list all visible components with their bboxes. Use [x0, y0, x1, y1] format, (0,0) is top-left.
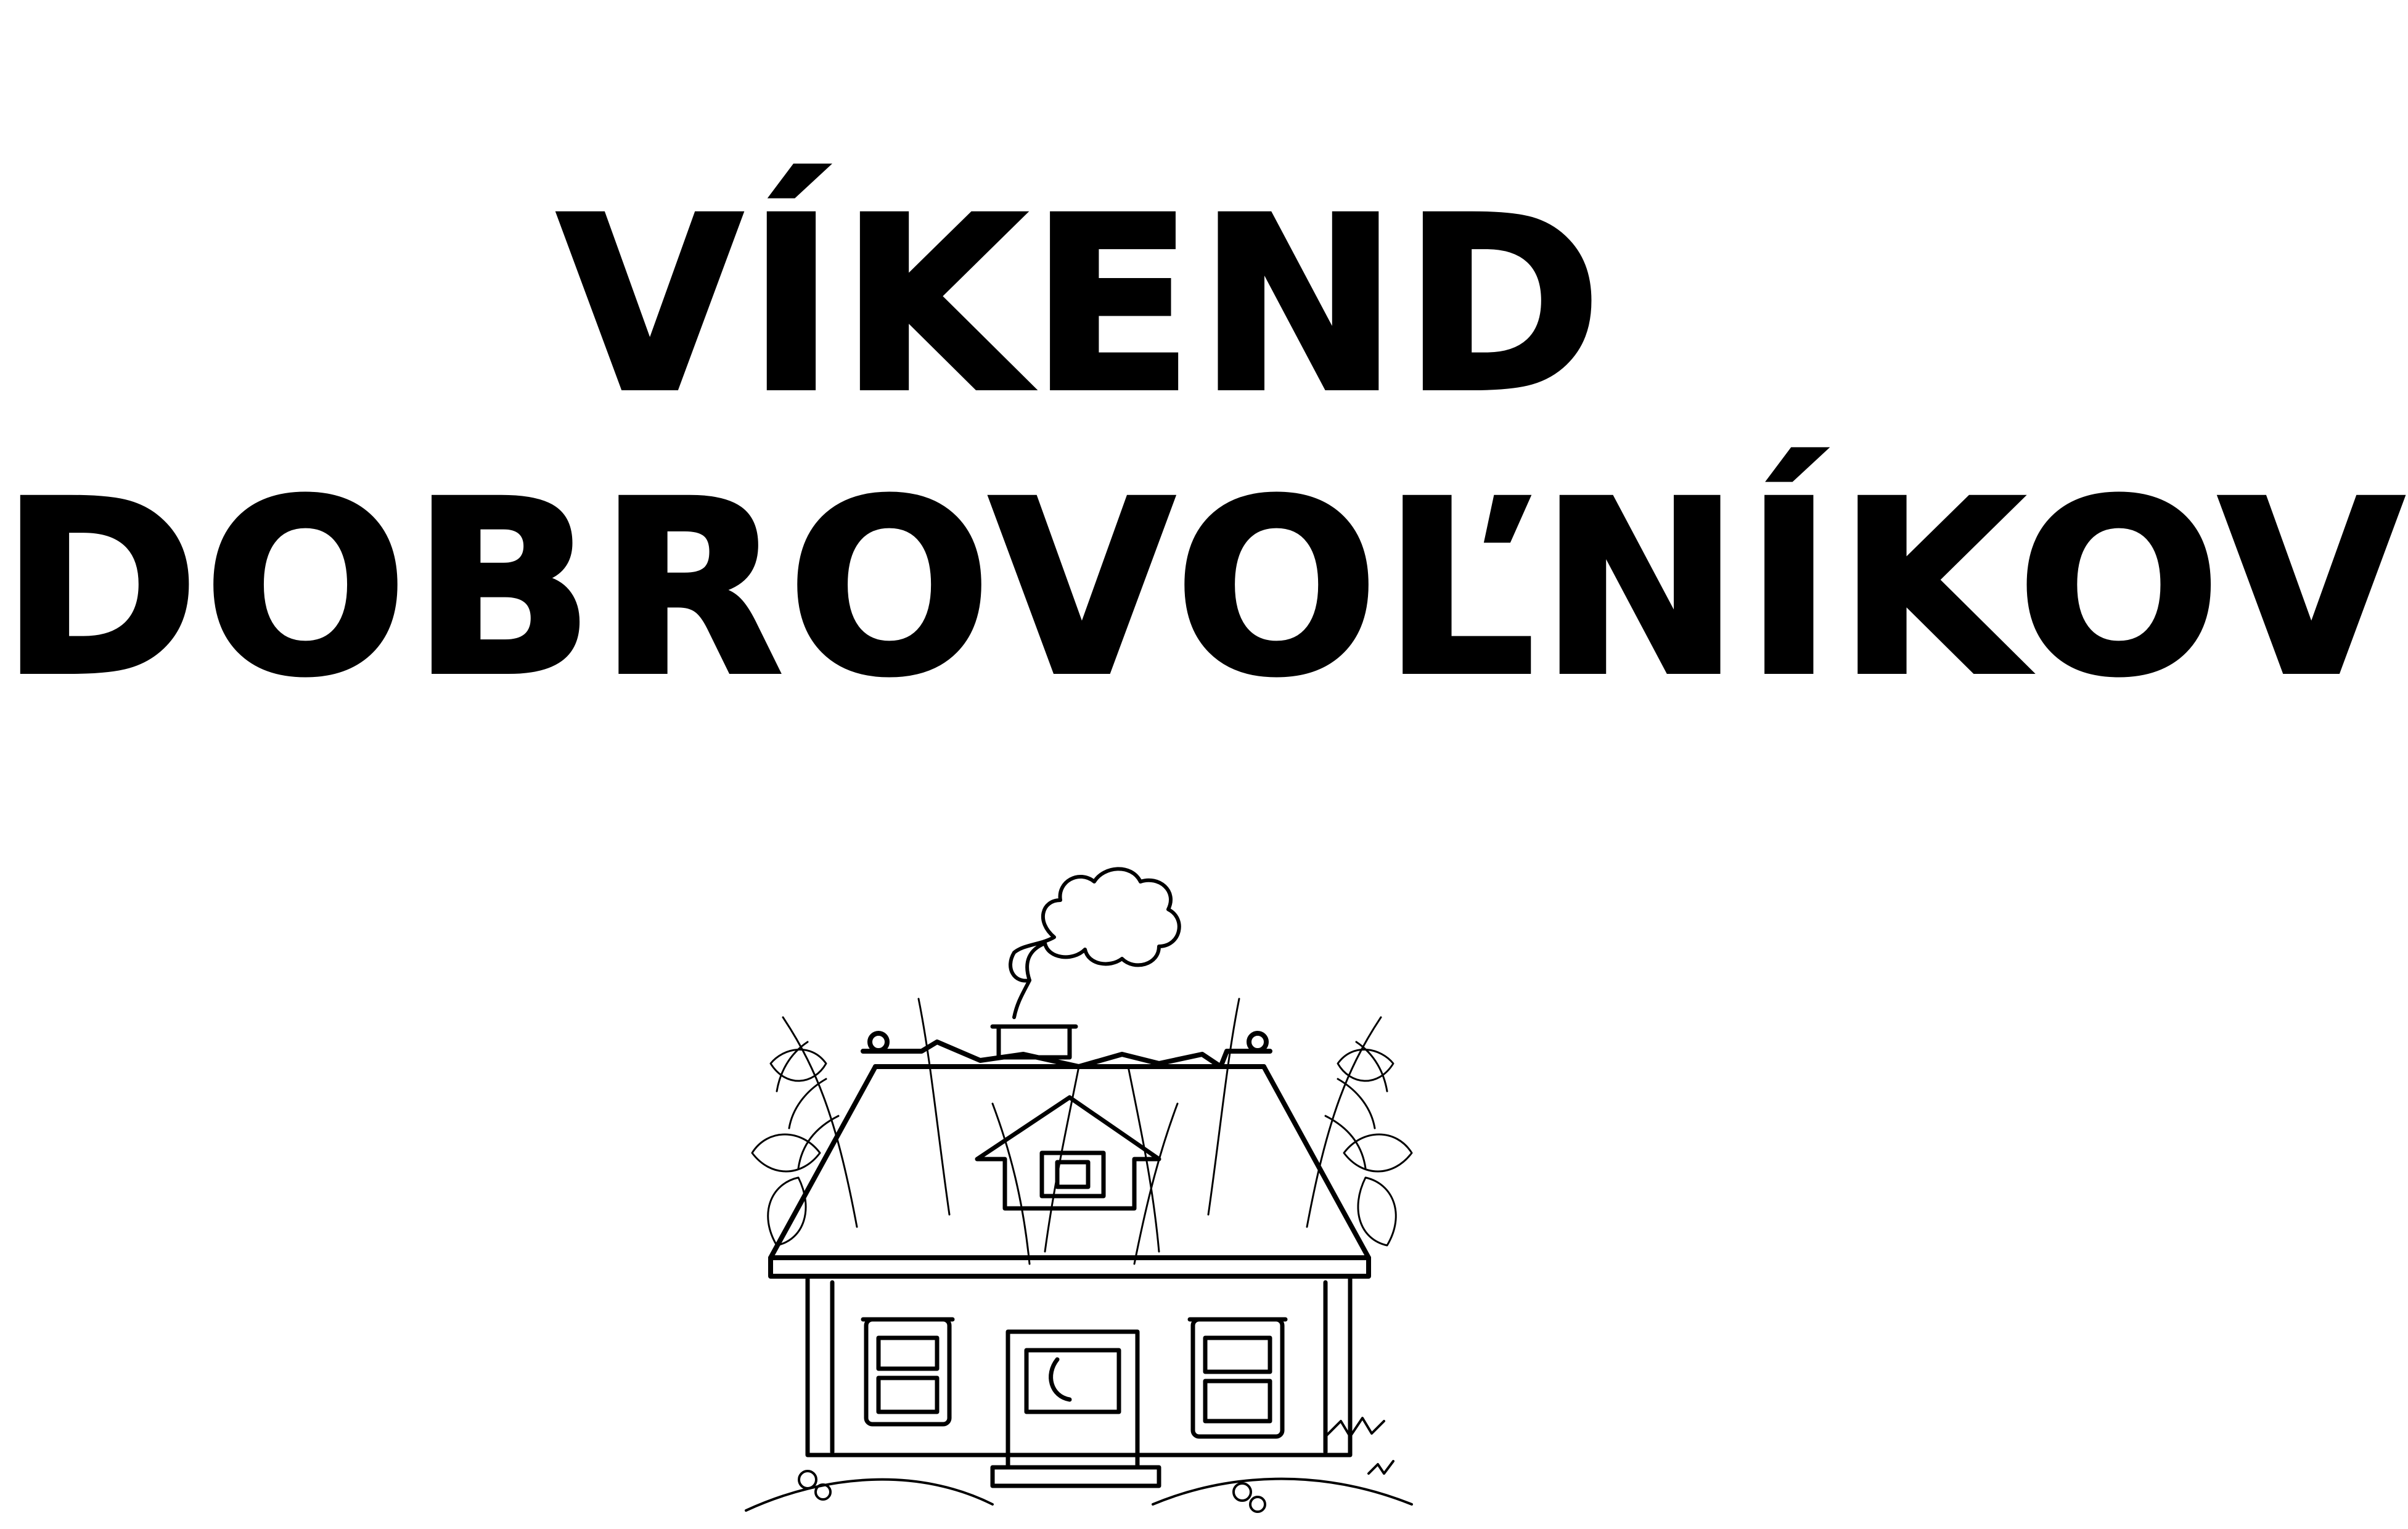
title-line-1: VÍKEND — [557, 165, 1606, 445]
house-with-plants-icon — [734, 783, 1430, 1529]
door-icon — [993, 1332, 1159, 1486]
smoke-cloud-icon — [1010, 869, 1179, 1017]
left-window-icon — [863, 1319, 952, 1424]
attic-window-icon — [977, 1097, 1159, 1208]
grass-icon — [746, 1418, 1412, 1512]
title-line-2: DOBROVOĽNÍKOV — [0, 449, 2408, 729]
plants-icon — [752, 999, 1412, 1264]
chimney-icon — [993, 1027, 1076, 1057]
right-window-icon — [1190, 1319, 1285, 1437]
